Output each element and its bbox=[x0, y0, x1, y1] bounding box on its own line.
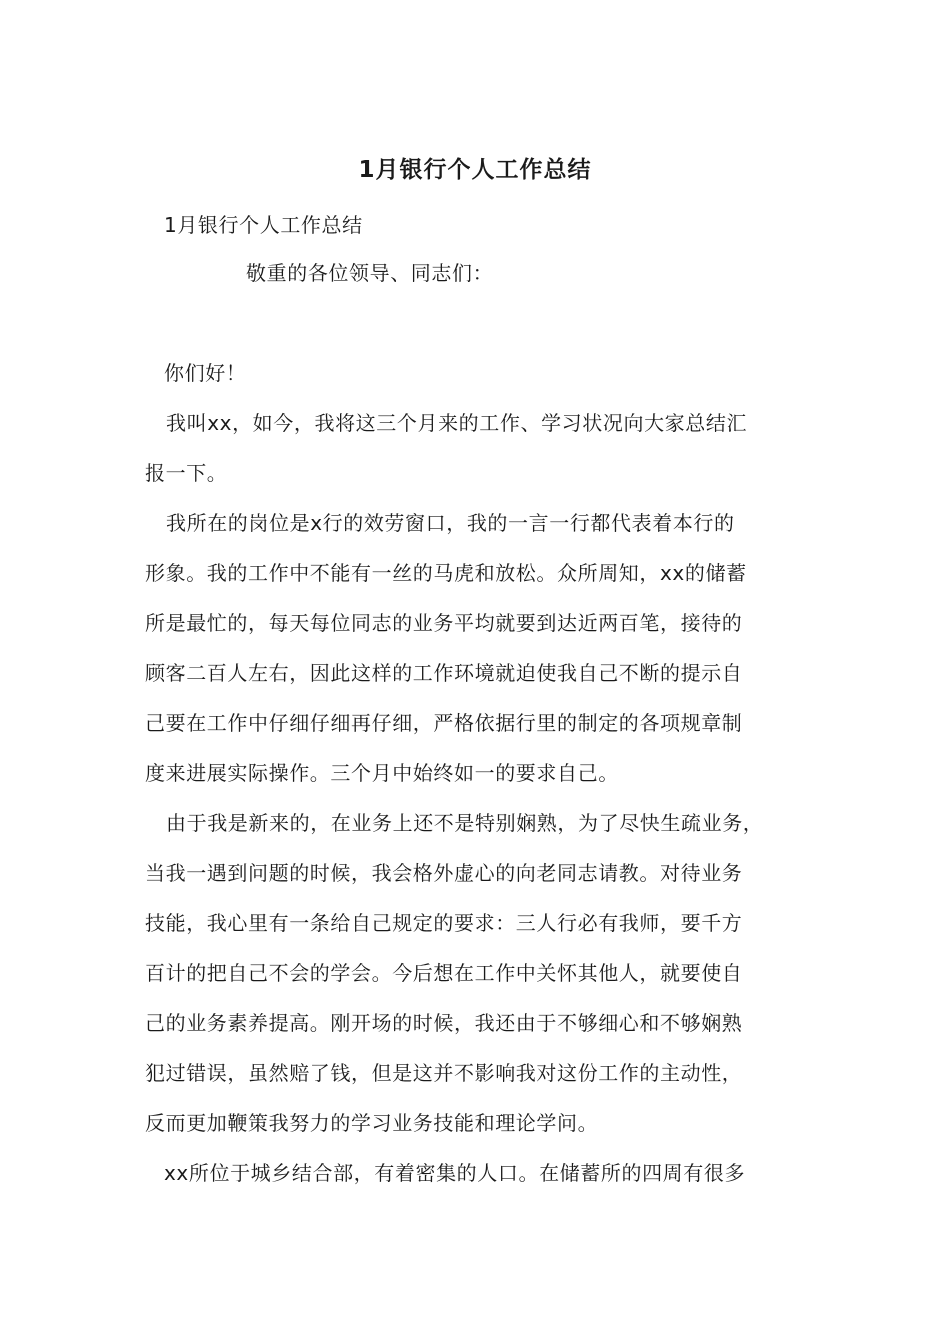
paragraph-1-line-2: 报一下。 bbox=[145, 461, 228, 485]
paragraph-1-line-1: 我叫xx，如今，我将这三个月来的工作、学习状况向大家总结汇 bbox=[166, 411, 748, 435]
document-subtitle: 1月银行个人工作总结 bbox=[164, 213, 363, 237]
paragraph-2-line-1: 我所在的岗位是x行的效劳窗口，我的一言一行都代表着本行的 bbox=[166, 511, 735, 535]
paragraph-3-line-3: 技能，我心里有一条给自己规定的要求：三人行必有我师，要千方 bbox=[145, 911, 743, 935]
paragraph-2-line-4: 顾客二百人左右，因此这样的工作环境就迫使我自己不断的提示自 bbox=[145, 661, 743, 685]
document-title: 1月银行个人工作总结 bbox=[358, 157, 592, 183]
paragraph-2-line-2: 形象。我的工作中不能有一丝的马虎和放松。众所周知，xx的储蓄 bbox=[145, 561, 747, 585]
paragraph-2-line-5: 己要在工作中仔细仔细再仔细，严格依据行里的制定的各项规章制 bbox=[145, 711, 743, 735]
greeting: 你们好！ bbox=[164, 361, 247, 385]
paragraph-2-line-3: 所是最忙的，每天每位同志的业务平均就要到达近两百笔，接待的 bbox=[145, 611, 743, 635]
paragraph-2-line-6: 度来进展实际操作。三个月中始终如一的要求自己。 bbox=[145, 761, 619, 785]
paragraph-3-line-6: 犯过错误，虽然赔了钱，但是这并不影响我对这份工作的主动性， bbox=[145, 1061, 743, 1085]
paragraph-3-line-1: 由于我是新来的，在业务上还不是特别娴熟，为了尽快生疏业务， bbox=[166, 811, 764, 835]
paragraph-4-line-1: xx所位于城乡结合部，有着密集的人口。在储蓄所的四周有很多 bbox=[164, 1161, 746, 1185]
paragraph-3-line-2: 当我一遇到问题的时候，我会格外虚心的向老同志请教。对待业务 bbox=[145, 861, 743, 885]
paragraph-3-line-4: 百计的把自己不会的学会。今后想在工作中关怀其他人，就要使自 bbox=[145, 961, 743, 985]
paragraph-3-line-7: 反而更加鞭策我努力的学习业务技能和理论学问。 bbox=[145, 1111, 599, 1135]
salutation: 敬重的各位领导、同志们： bbox=[246, 261, 494, 285]
paragraph-3-line-5: 己的业务素养提高。刚开场的时候，我还由于不够细心和不够娴熟 bbox=[145, 1011, 743, 1035]
